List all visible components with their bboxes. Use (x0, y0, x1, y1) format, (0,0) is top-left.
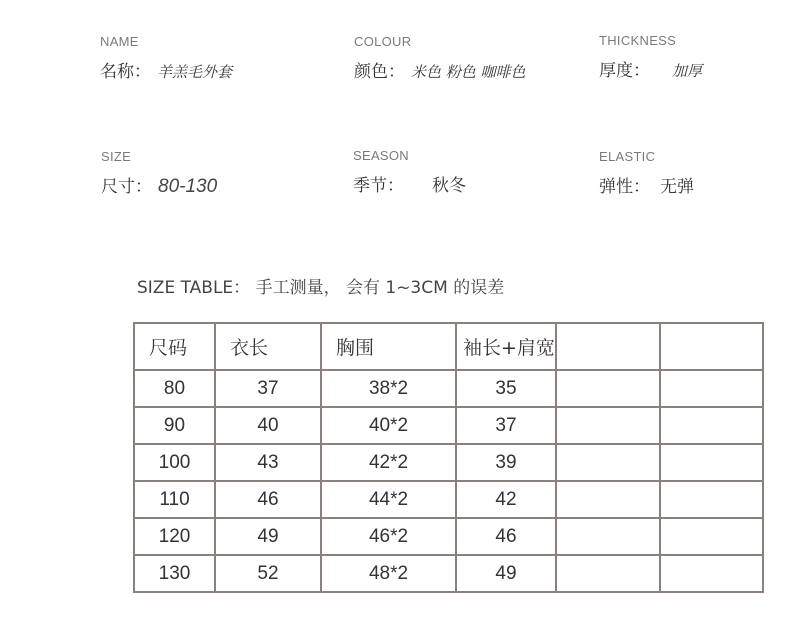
attr-name-value: 羊羔毛外套 (157, 63, 233, 81)
cell-sleeve-shoulder: 49 (456, 555, 556, 592)
header-chest: 胸围 (321, 323, 456, 370)
cell-size: 90 (134, 407, 215, 444)
cell-sleeve-shoulder: 39 (456, 444, 556, 481)
attr-thickness-key: 厚度： (599, 61, 650, 81)
attr-size (101, 149, 217, 199)
cell-empty (556, 444, 660, 481)
cell-size: 100 (134, 444, 215, 481)
cell-sleeve-shoulder: 46 (456, 518, 556, 555)
cell-chest: 44*2 (321, 481, 456, 518)
cell-empty (660, 407, 763, 444)
cell-size: 130 (134, 555, 215, 592)
attr-colour-key: 颜色： (354, 62, 405, 82)
table-row (134, 481, 763, 518)
attr-season-en-label: SEASON (353, 148, 409, 163)
cell-chest: 42*2 (321, 444, 456, 481)
cell-size: 80 (134, 370, 215, 407)
attr-size-key: 尺寸： (101, 177, 152, 197)
cell-empty (556, 481, 660, 518)
header-length: 衣长 (215, 323, 321, 370)
size-table-header-row (134, 323, 763, 370)
header-empty-5 (556, 323, 660, 370)
attr-elastic-row (599, 175, 694, 199)
table-row (134, 444, 763, 481)
cell-length: 43 (215, 444, 321, 481)
table-row (134, 555, 763, 592)
attr-name (100, 34, 232, 84)
cell-sleeve-shoulder: 37 (456, 407, 556, 444)
attr-elastic-en-label: ELASTIC (599, 149, 656, 164)
attr-elastic (599, 149, 694, 199)
attr-colour-row (354, 60, 526, 84)
cell-chest: 38*2 (321, 370, 456, 407)
attr-elastic-value: 无弹 (660, 177, 694, 197)
table-row (134, 407, 763, 444)
cell-size: 120 (134, 518, 215, 555)
attr-thickness-row (599, 59, 702, 83)
cell-length: 40 (215, 407, 321, 444)
cell-chest: 40*2 (321, 407, 456, 444)
cell-length: 46 (215, 481, 321, 518)
attr-season-key: 季节： (353, 176, 404, 196)
cell-length: 52 (215, 555, 321, 592)
cell-length: 49 (215, 518, 321, 555)
cell-empty (660, 518, 763, 555)
cell-empty (556, 407, 660, 444)
attr-thickness (599, 33, 702, 83)
cell-chest: 46*2 (321, 518, 456, 555)
cell-sleeve-shoulder: 42 (456, 481, 556, 518)
cell-chest: 48*2 (321, 555, 456, 592)
attr-elastic-key: 弹性： (599, 177, 650, 197)
attr-name-en-label: NAME (100, 34, 139, 49)
cell-sleeve-shoulder: 35 (456, 370, 556, 407)
attr-colour-en-label: COLOUR (354, 34, 412, 49)
attr-colour-value: 米色 粉色 咖啡色 (411, 63, 526, 81)
cell-size: 110 (134, 481, 215, 518)
cell-empty (660, 444, 763, 481)
cell-empty (556, 518, 660, 555)
header-size-code: 尺码 (134, 323, 215, 370)
attr-season (353, 148, 466, 198)
table-row (134, 370, 763, 407)
attr-name-row (100, 60, 232, 84)
attr-season-row (353, 174, 466, 198)
attr-size-row (101, 175, 217, 199)
attr-season-value: 秋冬 (432, 176, 466, 196)
size-table (133, 322, 764, 593)
size-table-note: SIZE TABLE： 手工测量， 会有 1~3CM 的误差 (137, 278, 505, 298)
header-sleeve-shoulder: 袖长+肩宽 (456, 323, 556, 370)
cell-empty (660, 481, 763, 518)
attr-size-value: 80-130 (158, 176, 218, 197)
cell-empty (660, 555, 763, 592)
cell-empty (556, 555, 660, 592)
attr-name-key: 名称： (100, 62, 151, 82)
attr-thickness-value: 加厚 (672, 62, 703, 80)
attr-size-en-label: SIZE (101, 149, 132, 164)
attr-colour (354, 34, 526, 84)
cell-empty (660, 370, 763, 407)
cell-length: 37 (215, 370, 321, 407)
header-empty-6 (660, 323, 763, 370)
table-row (134, 518, 763, 555)
cell-empty (556, 370, 660, 407)
attr-thickness-en-label: THICKNESS (599, 33, 677, 48)
